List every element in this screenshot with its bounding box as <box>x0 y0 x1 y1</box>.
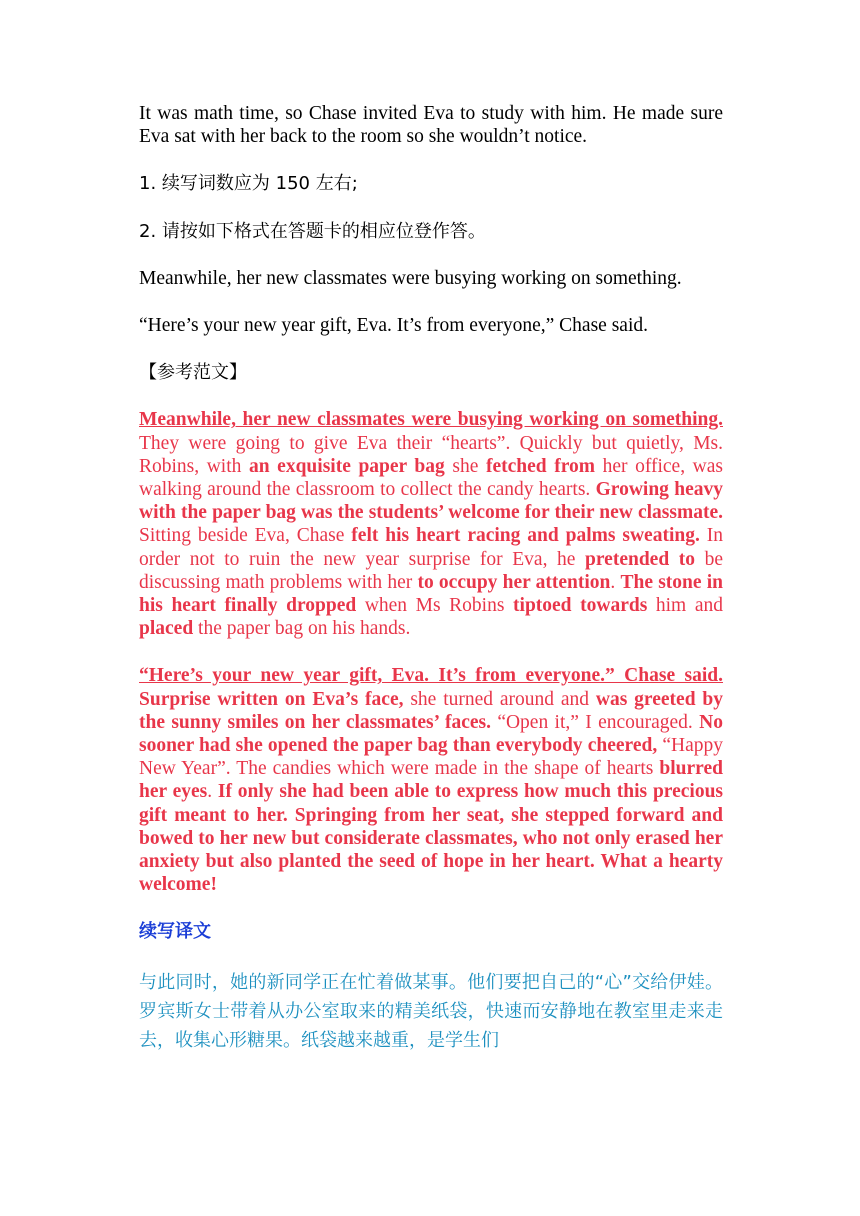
bold-phrase: to occupy her attention <box>417 571 611 593</box>
translation-heading: 续写译文 <box>139 921 211 943</box>
bold-phrase: No sooner had she opened the paper bag than everybody cheered, <box>139 711 723 757</box>
bold-phrase: felt his heart racing and palms sweating. <box>351 525 700 547</box>
bold-phrase: Growing heavy with the paper bag was the students’ welcome for their new classmate. <box>139 479 723 524</box>
underlined-starter-text: Meanwhile, her new classmates were busying working on something. <box>139 409 723 431</box>
translation-paragraph: 与此同时，她的新同学正在忙着做某事。他们要把自己的“心”交给伊娃。罗宾斯女士带着从办公室取来的精美纸袋，快速而安静地在教室里走来走去，收集心形糖果。纸袋越来越重，是学生们 <box>139 971 723 1051</box>
document-page <box>139 102 723 1055</box>
essay-text: she <box>444 455 486 477</box>
bold-phrase: was greeted by the sunny smiles on her classmates’ faces. <box>139 688 723 733</box>
underlined-starter-text: “Here’s your new year gift, Eva. It’s from everyone.” Chase said. <box>139 665 723 687</box>
essay-text: the paper bag on his hands. <box>193 618 411 640</box>
bold-phrase: pretended to <box>585 548 696 570</box>
bold-phrase: Surprise written on Eva’s face, <box>139 688 404 710</box>
intro-paragraph: It was math time, so Chase invited Eva to study with him. He made sure Eva sat with her back to the room so she wouldn’t notice. <box>139 103 723 148</box>
sample-essay-paragraph-1 <box>139 408 723 640</box>
bold-phrase: The stone in his heart finally dropped <box>139 571 724 617</box>
essay-text: Sitting beside Eva, Chase <box>139 525 352 547</box>
starter-sentence-1: Meanwhile, her new classmates were busying working on something. <box>139 267 682 289</box>
requirement-1: 1. 续写词数应为 150 左右; <box>139 173 358 195</box>
sample-essay-paragraph-2 <box>139 664 723 896</box>
starter-sentence-2: “Here’s your new year gift, Eva. It’s from everyone,” Chase said. <box>139 315 648 337</box>
essay-text: . <box>610 571 621 593</box>
essay-text: be discussing math problems with her <box>139 548 724 593</box>
essay-text: They were going to give Eva their “hearts”. Quickly but quietly, Ms. Robins, with <box>139 432 723 477</box>
essay-text: . <box>207 781 218 803</box>
essay-text: she turned around and <box>403 688 596 710</box>
bold-phrase: blurred her eyes <box>139 758 723 803</box>
essay-text: when Ms Robins <box>356 595 514 617</box>
essay-text: In order not to ruin the new year surprise for Eva, he <box>139 525 723 570</box>
sample-essay-heading: 【参考范文】 <box>139 362 247 384</box>
essay-text: “Open it,” I encouraged. <box>490 711 700 733</box>
bold-phrase: placed <box>139 618 194 640</box>
bold-phrase: fetched from <box>485 455 596 477</box>
essay-text: her office, was walking around the classroom to collect the candy hearts. <box>139 455 724 501</box>
essay-text: “Happy New Year”. The candies which were made in the shape of hearts <box>139 735 723 780</box>
bold-phrase: an exquisite paper bag <box>249 455 445 477</box>
requirement-2: 2. 请按如下格式在答题卡的相应位登作答。 <box>139 220 486 242</box>
essay-text: him and <box>647 595 723 617</box>
bold-phrase: tiptoed towards <box>513 595 648 617</box>
bold-phrase: If only she had been able to express how much this precious gift meant to her. Springing from her seat, she stepped forward and bowed to her new but considerate classmates, who not only erased her anxiety but also planted the seed of hope in her heart. What a hearty welcome! <box>139 781 724 896</box>
